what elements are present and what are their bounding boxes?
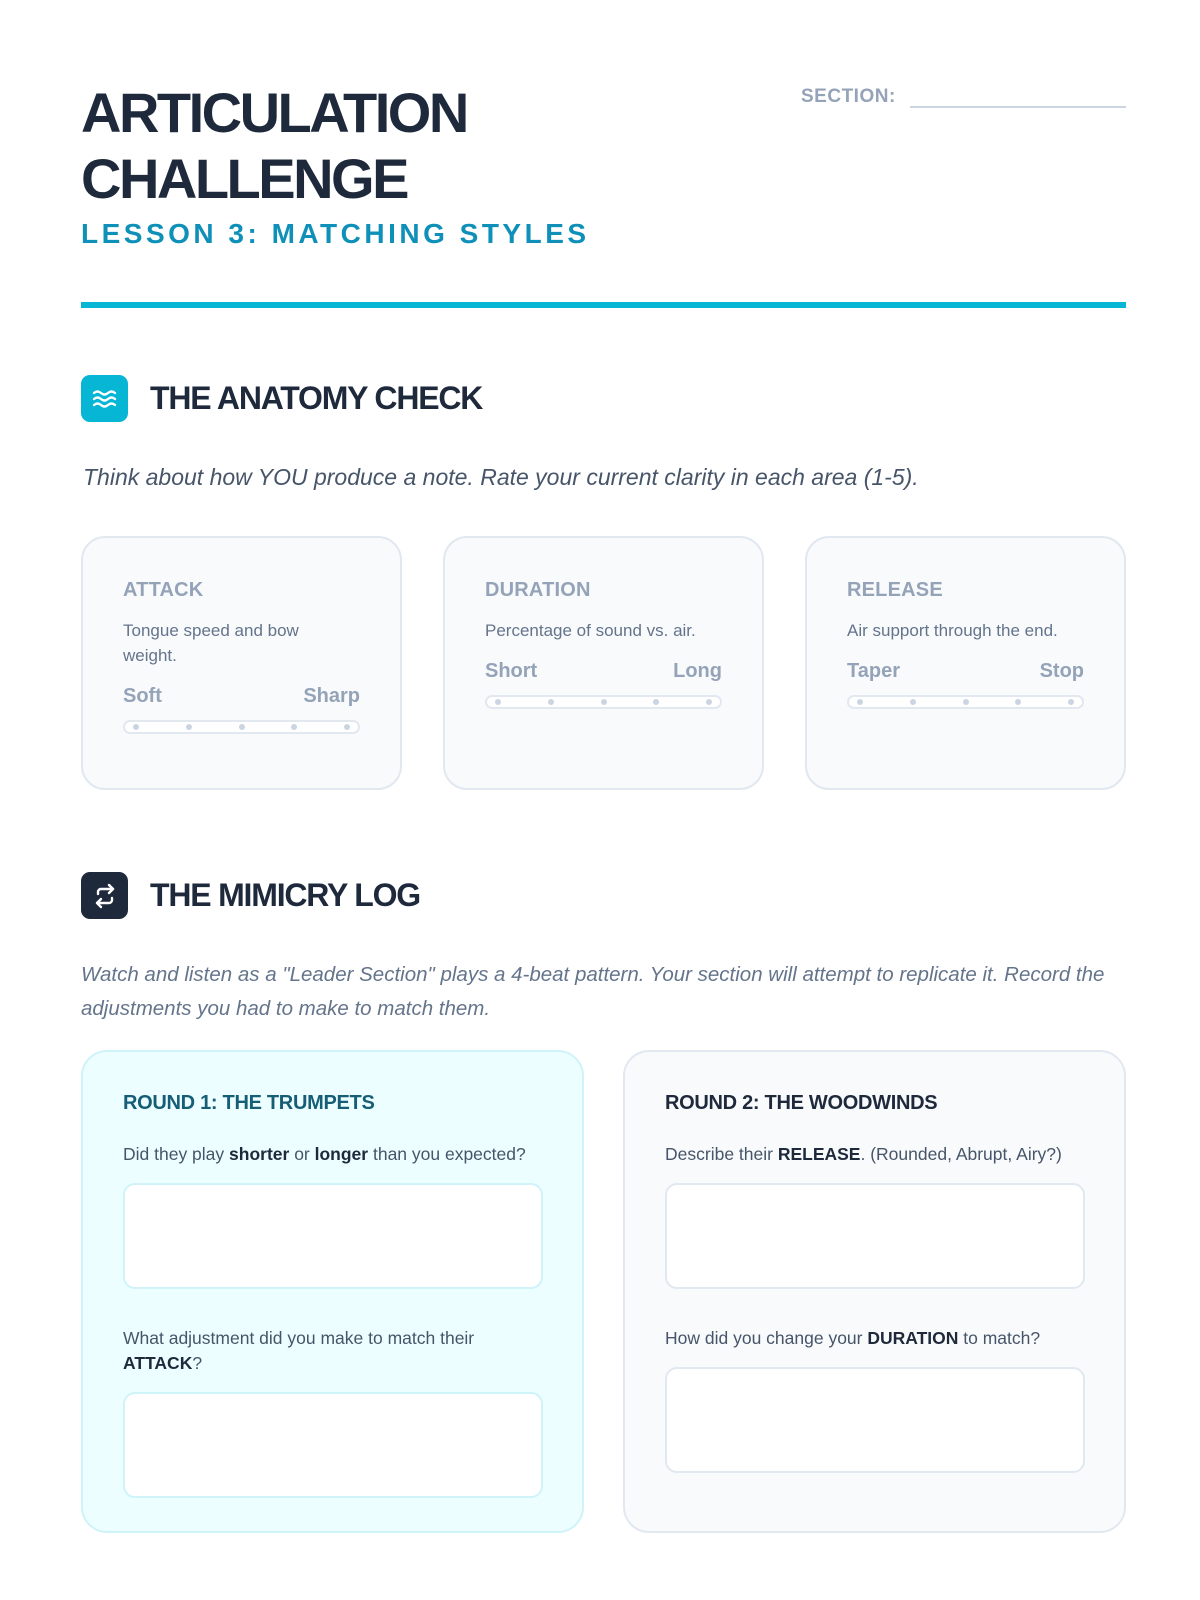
lesson-subtitle: LESSON 3: MATCHING STYLES (81, 218, 590, 249)
scale-low-label: Soft (123, 685, 162, 707)
rating-point-3[interactable] (239, 724, 245, 730)
scale-low-label: Taper (847, 660, 900, 682)
mimicry-instructions: Watch and listen as a "Leader Section" plays a 4-beat pattern. Your section will attempt to replicate it. Record the adjustments you had to make to match them. (81, 963, 1105, 1020)
anatomy-title: THE ANATOMY CHECK (150, 380, 483, 416)
rating-scale[interactable] (485, 695, 722, 709)
anatomy-instructions: Think about how YOU produce a note. Rate your current clarity in each area (1-5). (83, 464, 919, 490)
question-emphasis: shorter (229, 1144, 290, 1164)
question-text: Did they play (123, 1144, 230, 1164)
rating-point-5[interactable] (344, 724, 350, 730)
rating-point-4[interactable] (653, 699, 659, 705)
question-text: to match? (958, 1328, 1041, 1348)
rating-description: Percentage of sound vs. air. (485, 621, 696, 640)
scale-labels (485, 660, 722, 683)
title-line-2: CHALLENGE (81, 147, 407, 210)
answer-box[interactable] (665, 1183, 1085, 1289)
header-divider (81, 302, 1126, 308)
rating-point-1[interactable] (857, 699, 863, 705)
answer-box[interactable] (665, 1367, 1085, 1473)
repeat-arrows-icon (81, 872, 128, 919)
question-text: What adjustment did you make to match their (123, 1328, 475, 1348)
rating-card-release (805, 536, 1126, 790)
title-line-1: ARTICULATION (81, 81, 467, 144)
round-question (123, 1326, 503, 1376)
section-field (801, 83, 1126, 108)
rating-point-4[interactable] (291, 724, 297, 730)
question-text: Describe their (665, 1144, 778, 1164)
scale-high-label: Stop (1039, 660, 1084, 682)
question-emphasis: ATTACK (123, 1353, 193, 1373)
question-emphasis: RELEASE (777, 1144, 861, 1164)
rating-description: Air support through the end. (847, 621, 1058, 640)
scale-labels (847, 660, 1084, 683)
rating-point-3[interactable] (963, 699, 969, 705)
anatomy-section-heading (81, 375, 482, 422)
rating-point-1[interactable] (133, 724, 139, 730)
scale-high-label: Long (673, 660, 722, 682)
round-1-card (81, 1050, 584, 1533)
rating-scale[interactable] (123, 720, 360, 734)
question-text: How did you change your (665, 1328, 868, 1348)
mimicry-title: THE MIMICRY LOG (150, 877, 421, 913)
rating-point-2[interactable] (548, 699, 554, 705)
rating-scale[interactable] (847, 695, 1084, 709)
rating-point-3[interactable] (601, 699, 607, 705)
section-input-line[interactable] (910, 83, 1126, 108)
question-text: . (Rounded, Abrupt, Airy?) (860, 1144, 1062, 1164)
rating-title: ATTACK (123, 579, 204, 601)
rating-description: Tongue speed and bow weight. (123, 621, 299, 665)
question-text: ? (192, 1353, 203, 1373)
rating-point-4[interactable] (1015, 699, 1021, 705)
rating-point-2[interactable] (910, 699, 916, 705)
round-title: ROUND 2: THE WOODWINDS (665, 1092, 938, 1114)
round-question (665, 1326, 1084, 1351)
scale-labels (123, 685, 360, 708)
waves-icon (81, 375, 128, 422)
rating-title: RELEASE (847, 579, 943, 601)
rating-point-5[interactable] (1068, 699, 1074, 705)
round-title: ROUND 1: THE TRUMPETS (123, 1092, 375, 1114)
scale-low-label: Short (485, 660, 538, 682)
question-text: than you expected? (368, 1144, 526, 1164)
rating-card-attack (81, 536, 402, 790)
rating-point-1[interactable] (495, 699, 501, 705)
scale-high-label: Sharp (303, 685, 360, 707)
section-label: SECTION: (801, 86, 896, 107)
answer-box[interactable] (123, 1183, 543, 1289)
round-question (123, 1142, 542, 1167)
rating-title: DURATION (485, 579, 591, 601)
question-emphasis: DURATION (867, 1328, 959, 1348)
round-2-card (623, 1050, 1126, 1533)
mimicry-section-heading (81, 872, 420, 919)
round-question (665, 1142, 1084, 1167)
rating-point-5[interactable] (706, 699, 712, 705)
answer-box[interactable] (123, 1392, 543, 1498)
rating-card-duration (443, 536, 764, 790)
question-text: or (289, 1144, 315, 1164)
question-emphasis: longer (314, 1144, 369, 1164)
rating-point-2[interactable] (186, 724, 192, 730)
worksheet-header (81, 80, 1126, 250)
